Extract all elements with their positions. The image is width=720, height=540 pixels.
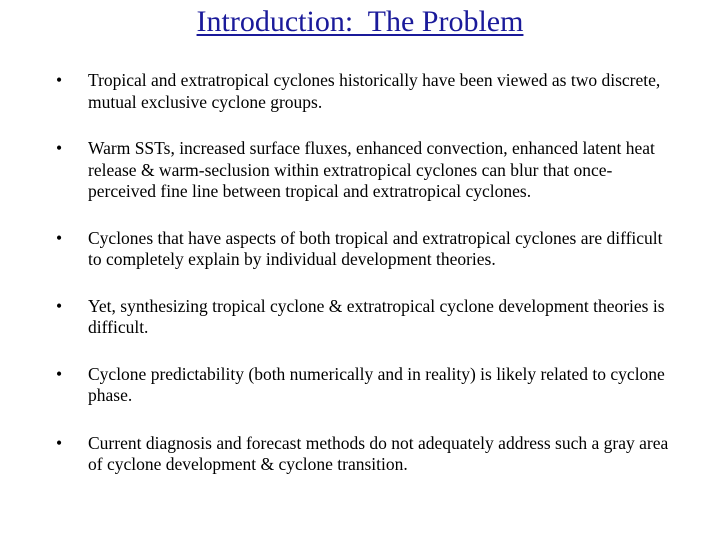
bullet-item bbox=[56, 228, 676, 271]
bullet-dot-icon: • bbox=[56, 227, 63, 248]
bullet-list bbox=[56, 70, 676, 476]
bullet-item bbox=[56, 70, 676, 113]
bullet-item bbox=[56, 433, 676, 476]
bullet-dot-icon: • bbox=[56, 70, 63, 90]
bullet-dot-icon: • bbox=[56, 363, 63, 384]
bullet-text: Cyclones that have aspects of both tropical and extratropical cyclones are difficult to completely explain by individual development theories. bbox=[88, 227, 663, 269]
bullet-item bbox=[56, 138, 676, 203]
bullet-text: Current diagnosis and forecast methods do not adequately address such a gray area of cyclone development & cyclone transition. bbox=[88, 432, 669, 474]
bullet-dot-icon: • bbox=[56, 295, 63, 316]
bullet-item bbox=[56, 296, 676, 339]
bullet-text: Warm SSTs, increased surface fluxes, enhanced convection, enhanced latent heat release & warm-seclusion within extratropical cyclones can blur that once-perceived fine line between tropical and extratropical cyclones. bbox=[88, 138, 655, 201]
bullet-item bbox=[56, 364, 676, 407]
bullet-dot-icon: • bbox=[56, 432, 63, 453]
bullet-text: Cyclone predictability (both numerically and in reality) is likely related to cyclone phase. bbox=[88, 363, 665, 405]
bullet-text: Tropical and extratropical cyclones historically have been viewed as two discrete, mutual exclusive cyclone groups. bbox=[88, 70, 661, 112]
slide-title: Introduction: The Problem bbox=[196, 5, 524, 38]
bullet-text: Yet, synthesizing tropical cyclone & extratropical cyclone development theories is difficult. bbox=[88, 295, 665, 337]
bullet-dot-icon: • bbox=[56, 138, 63, 158]
